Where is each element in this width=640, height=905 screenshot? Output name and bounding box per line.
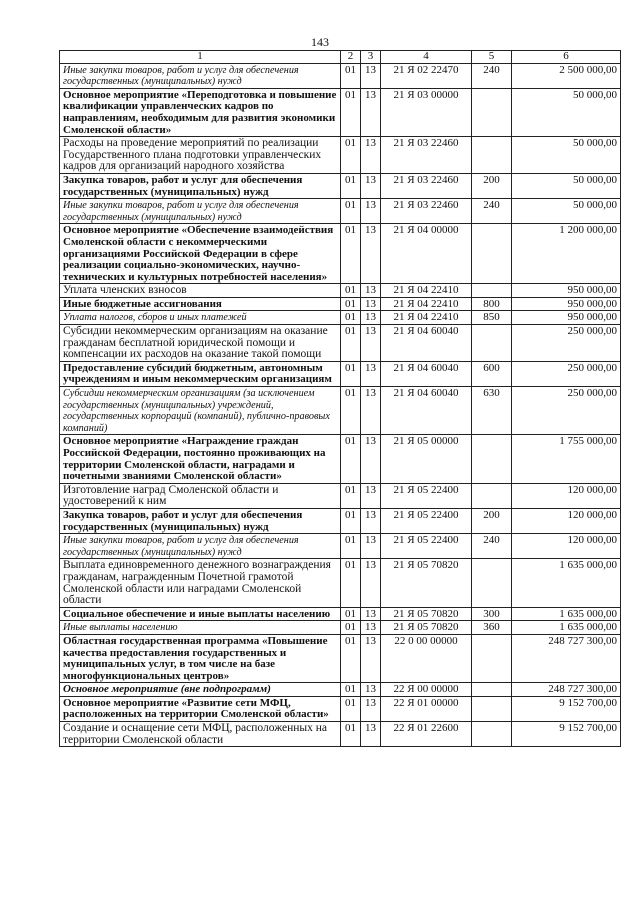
table-row: [60, 88, 621, 136]
section-code-cell: 01: [341, 722, 361, 747]
expense-type-cell: 300: [472, 607, 512, 621]
expense-type-cell: [472, 559, 512, 607]
row-name-cell: Иные выплаты населению: [60, 621, 341, 635]
table-row: [60, 483, 621, 508]
amount-cell: 1 635 000,00: [512, 559, 621, 607]
amount-cell: 50 000,00: [512, 88, 621, 136]
row-name-cell: Изготовление наград Смоленской области и удостоверений к ним: [60, 483, 341, 508]
subsection-code-cell: 13: [361, 325, 381, 362]
section-code-cell: 01: [341, 387, 361, 435]
expense-type-cell: [472, 483, 512, 508]
row-name-cell: Закупка товаров, работ и услуг для обеспечения государственных (муниципальных) нужд: [60, 508, 341, 533]
section-code-cell: 01: [341, 284, 361, 298]
expense-type-cell: 850: [472, 311, 512, 325]
row-name-cell: Уплата налогов, сборов и иных платежей: [60, 311, 341, 325]
subsection-code-cell: 13: [361, 435, 381, 483]
subsection-code-cell: 13: [361, 311, 381, 325]
subsection-code-cell: 13: [361, 63, 381, 88]
section-code-cell: 01: [341, 361, 361, 386]
amount-cell: 250 000,00: [512, 325, 621, 362]
table-row: [60, 435, 621, 483]
target-article-cell: 22 0 00 00000: [381, 634, 472, 682]
table-row: [60, 696, 621, 721]
row-name-cell: Субсидии некоммерческим организациям (за исключением государственных (муниципальных) учреждений, государственных корпораций (компаний), публично-правовых компаний): [60, 387, 341, 435]
amount-cell: 250 000,00: [512, 361, 621, 386]
amount-cell: 248 727 300,00: [512, 634, 621, 682]
row-name-cell: Иные закупки товаров, работ и услуг для обеспечения государственных (муниципальных) нужд: [60, 534, 341, 559]
section-code-cell: 01: [341, 508, 361, 533]
amount-cell: 1 200 000,00: [512, 224, 621, 284]
amount-cell: 120 000,00: [512, 508, 621, 533]
target-article-cell: 21 Я 05 70820: [381, 621, 472, 635]
table-row: [60, 297, 621, 311]
amount-cell: 9 152 700,00: [512, 696, 621, 721]
table-row: [60, 63, 621, 88]
subsection-code-cell: 13: [361, 387, 381, 435]
subsection-code-cell: 13: [361, 361, 381, 386]
table-row: [60, 559, 621, 607]
expense-type-cell: 800: [472, 297, 512, 311]
section-code-cell: 01: [341, 534, 361, 559]
section-code-cell: 01: [341, 137, 361, 174]
row-name-cell: Иные закупки товаров, работ и услуг для обеспечения государственных (муниципальных) нужд: [60, 63, 341, 88]
table-row: [60, 361, 621, 386]
subsection-code-cell: 13: [361, 634, 381, 682]
row-name-cell: Основное мероприятие «Награждение граждан Российской Федерации, постоянно проживающих на территории Смоленской области, наградами и почетными званиями Смоленской области»: [60, 435, 341, 483]
row-name-cell: Субсидии некоммерческим организациям на оказание гражданам бесплатной юридической помощи и компенсации их расходов на оказание такой помощи: [60, 325, 341, 362]
amount-cell: 1 635 000,00: [512, 621, 621, 635]
header-cell: 3: [361, 51, 381, 64]
section-code-cell: 01: [341, 63, 361, 88]
target-article-cell: 21 Я 04 22410: [381, 297, 472, 311]
subsection-code-cell: 13: [361, 137, 381, 174]
expense-type-cell: [472, 683, 512, 697]
expense-type-cell: 360: [472, 621, 512, 635]
table-row: [60, 284, 621, 298]
target-article-cell: 22 Я 01 22600: [381, 722, 472, 747]
target-article-cell: 21 Я 05 00000: [381, 435, 472, 483]
row-name-cell: Областная государственная программа «Повышение качества предоставления государственных и муниципальных услуг, в том числе на базе многофункциональных центров»: [60, 634, 341, 682]
header-cell: 6: [512, 51, 621, 64]
amount-cell: 50 000,00: [512, 173, 621, 198]
table-row: [60, 137, 621, 174]
amount-cell: 9 152 700,00: [512, 722, 621, 747]
row-name-cell: Закупка товаров, работ и услуг для обеспечения государственных (муниципальных) нужд: [60, 173, 341, 198]
expense-type-cell: [472, 325, 512, 362]
table-row: [60, 607, 621, 621]
amount-cell: 250 000,00: [512, 387, 621, 435]
expense-type-cell: 200: [472, 173, 512, 198]
target-article-cell: 21 Я 05 70820: [381, 607, 472, 621]
table-row: [60, 199, 621, 224]
target-article-cell: 21 Я 03 22460: [381, 137, 472, 174]
section-code-cell: 01: [341, 224, 361, 284]
subsection-code-cell: 13: [361, 621, 381, 635]
expense-type-cell: 240: [472, 63, 512, 88]
target-article-cell: 21 Я 05 22400: [381, 534, 472, 559]
expense-type-cell: [472, 88, 512, 136]
section-code-cell: 01: [341, 607, 361, 621]
amount-cell: 1 635 000,00: [512, 607, 621, 621]
expense-type-cell: 630: [472, 387, 512, 435]
row-name-cell: Создание и оснащение сети МФЦ, расположенных на территории Смоленской области: [60, 722, 341, 747]
section-code-cell: 01: [341, 297, 361, 311]
subsection-code-cell: 13: [361, 284, 381, 298]
amount-cell: 50 000,00: [512, 199, 621, 224]
subsection-code-cell: 13: [361, 722, 381, 747]
subsection-code-cell: 13: [361, 88, 381, 136]
amount-cell: 950 000,00: [512, 311, 621, 325]
target-article-cell: 22 Я 01 00000: [381, 696, 472, 721]
header-row: [60, 51, 621, 64]
section-code-cell: 01: [341, 435, 361, 483]
expense-type-cell: [472, 137, 512, 174]
row-name-cell: Расходы на проведение мероприятий по реализации Государственного плана подготовки управленческих кадров для организаций народного хозяйства: [60, 137, 341, 174]
row-name-cell: Основное мероприятие (вне подпрограмм): [60, 683, 341, 697]
target-article-cell: 21 Я 02 22470: [381, 63, 472, 88]
section-code-cell: 01: [341, 696, 361, 721]
target-article-cell: 21 Я 05 22400: [381, 508, 472, 533]
target-article-cell: 21 Я 03 00000: [381, 88, 472, 136]
table-row: [60, 722, 621, 747]
subsection-code-cell: 13: [361, 224, 381, 284]
table-row: [60, 534, 621, 559]
table-row: [60, 325, 621, 362]
target-article-cell: 21 Я 05 70820: [381, 559, 472, 607]
target-article-cell: 21 Я 04 22410: [381, 284, 472, 298]
expense-type-cell: [472, 224, 512, 284]
expense-type-cell: [472, 435, 512, 483]
subsection-code-cell: 13: [361, 559, 381, 607]
row-name-cell: Уплата членских взносов: [60, 284, 341, 298]
amount-cell: 950 000,00: [512, 284, 621, 298]
amount-cell: 2 500 000,00: [512, 63, 621, 88]
section-code-cell: 01: [341, 199, 361, 224]
page-number: 143: [311, 35, 329, 49]
section-code-cell: 01: [341, 634, 361, 682]
amount-cell: 248 727 300,00: [512, 683, 621, 697]
subsection-code-cell: 13: [361, 696, 381, 721]
table-row: [60, 224, 621, 284]
header-cell: 2: [341, 51, 361, 64]
expense-type-cell: 240: [472, 534, 512, 559]
expense-type-cell: 240: [472, 199, 512, 224]
row-name-cell: Предоставление субсидий бюджетным, автономным учреждениям и иным некоммерческим организациям: [60, 361, 341, 386]
row-name-cell: Основное мероприятие «Развитие сети МФЦ, расположенных на территории Смоленской области»: [60, 696, 341, 721]
section-code-cell: 01: [341, 88, 361, 136]
section-code-cell: 01: [341, 325, 361, 362]
header-cell: 4: [381, 51, 472, 64]
header-cell: 5: [472, 51, 512, 64]
table-row: [60, 173, 621, 198]
table-row: [60, 634, 621, 682]
amount-cell: 120 000,00: [512, 483, 621, 508]
section-code-cell: 01: [341, 483, 361, 508]
table-body: [60, 63, 621, 747]
amount-cell: 1 755 000,00: [512, 435, 621, 483]
expense-type-cell: [472, 284, 512, 298]
row-name-cell: Выплата единовременного денежного вознаграждения гражданам, награжденным Почетной грамотой Смоленской области или наградами Смоленской области: [60, 559, 341, 607]
table-row: [60, 621, 621, 635]
amount-cell: 120 000,00: [512, 534, 621, 559]
subsection-code-cell: 13: [361, 199, 381, 224]
subsection-code-cell: 13: [361, 483, 381, 508]
target-article-cell: 22 Я 00 00000: [381, 683, 472, 697]
expense-type-cell: [472, 722, 512, 747]
target-article-cell: 21 Я 03 22460: [381, 173, 472, 198]
target-article-cell: 21 Я 04 60040: [381, 387, 472, 435]
amount-cell: 50 000,00: [512, 137, 621, 174]
subsection-code-cell: 13: [361, 508, 381, 533]
table-row: [60, 387, 621, 435]
target-article-cell: 21 Я 04 22410: [381, 311, 472, 325]
target-article-cell: 21 Я 04 60040: [381, 325, 472, 362]
table-row: [60, 683, 621, 697]
target-article-cell: 21 Я 03 22460: [381, 199, 472, 224]
row-name-cell: Иные бюджетные ассигнования: [60, 297, 341, 311]
table-row: [60, 508, 621, 533]
row-name-cell: Основное мероприятие «Переподготовка и повышение квалификации управленческих кадров по направлениям, необходимым для развития экономики Смоленской области»: [60, 88, 341, 136]
expense-type-cell: [472, 634, 512, 682]
table-row: [60, 311, 621, 325]
subsection-code-cell: 13: [361, 173, 381, 198]
section-code-cell: 01: [341, 173, 361, 198]
row-name-cell: Социальное обеспечение и иные выплаты населению: [60, 607, 341, 621]
header-cell: 1: [60, 51, 341, 64]
section-code-cell: 01: [341, 559, 361, 607]
expense-type-cell: 600: [472, 361, 512, 386]
section-code-cell: 01: [341, 311, 361, 325]
section-code-cell: 01: [341, 621, 361, 635]
target-article-cell: 21 Я 04 60040: [381, 361, 472, 386]
expense-type-cell: 200: [472, 508, 512, 533]
target-article-cell: 21 Я 05 22400: [381, 483, 472, 508]
budget-table: [59, 50, 621, 747]
subsection-code-cell: 13: [361, 607, 381, 621]
target-article-cell: 21 Я 04 00000: [381, 224, 472, 284]
row-name-cell: Иные закупки товаров, работ и услуг для обеспечения государственных (муниципальных) нужд: [60, 199, 341, 224]
subsection-code-cell: 13: [361, 683, 381, 697]
subsection-code-cell: 13: [361, 534, 381, 559]
expense-type-cell: [472, 696, 512, 721]
subsection-code-cell: 13: [361, 297, 381, 311]
row-name-cell: Основное мероприятие «Обеспечение взаимодействия Смоленской области с некоммерческими организациями Российской Федерации в сфере реализации социально-экономических, научно-технических и культурных потребностей населения»: [60, 224, 341, 284]
section-code-cell: 01: [341, 683, 361, 697]
amount-cell: 950 000,00: [512, 297, 621, 311]
